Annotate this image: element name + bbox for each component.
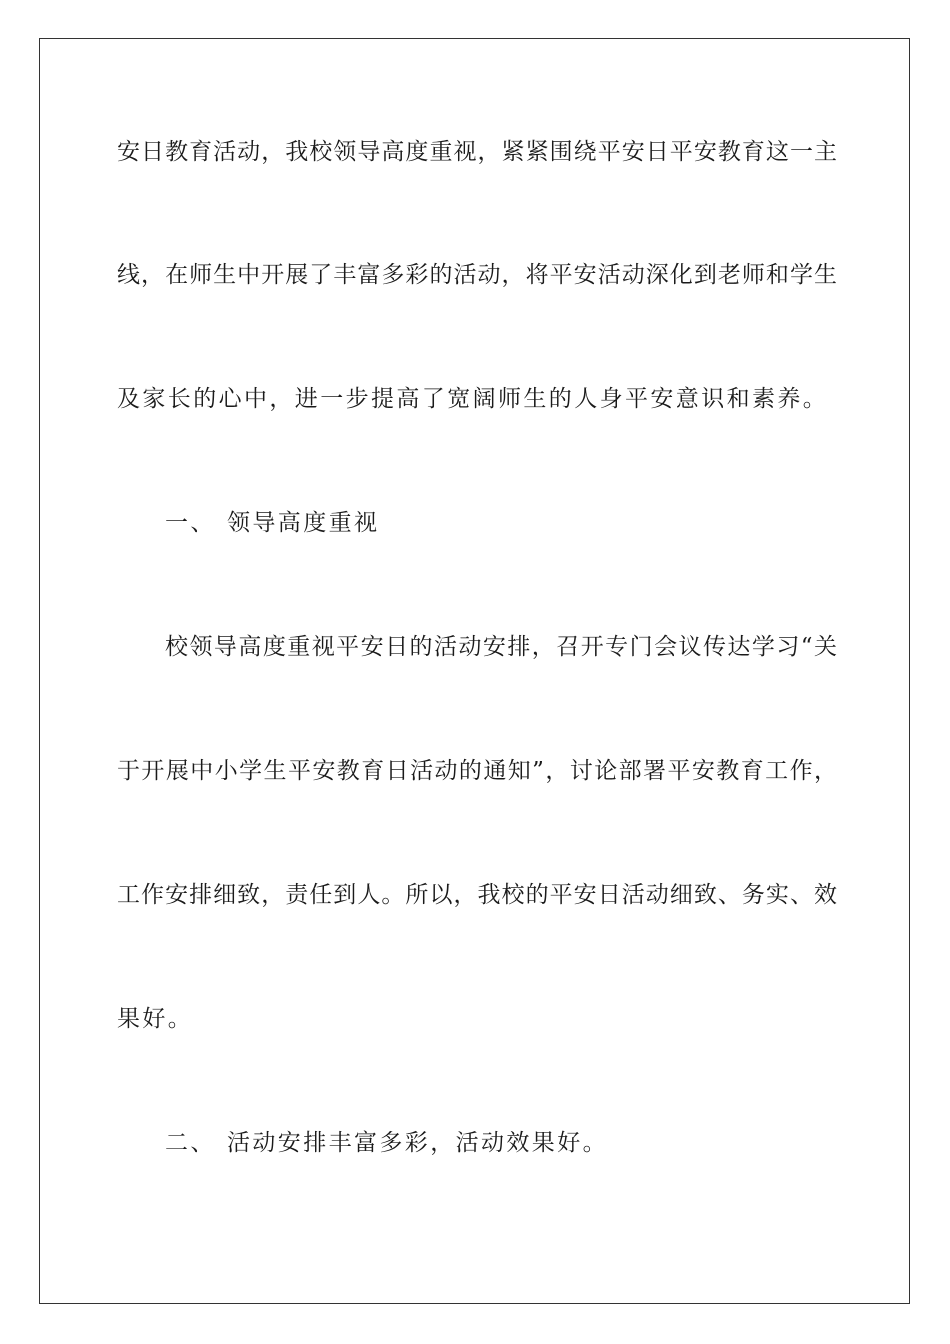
section-heading-1 [165,508,379,538]
paragraph-line: 校领导高度重视平安日的活动安排，召开专门会议传达学习“关 [165,634,837,660]
section-title: 领导高度重视 [227,510,380,536]
paragraph-line: 安日教育活动，我校领导高度重视，紧紧围绕平安日平安教育这一主 [117,139,837,165]
section-number: 一、 [165,510,216,536]
section-title: 活动安排丰富多彩，活动效果好。 [227,1130,608,1156]
paragraph-line: 工作安排细致，责任到人。所以，我校的平安日活动细致、务实、效 [117,882,837,908]
paragraph-line: 及家长的心中，进一步提高了宽阔师生的人身平安意识和素养。 [117,386,829,412]
paragraph-line: 线，在师生中开展了丰富多彩的活动，将平安活动深化到老师和学生 [117,262,837,288]
page-frame [39,38,910,1304]
section-heading-2 [165,1128,608,1158]
paragraph-line: 果好。 [117,1006,194,1032]
section-number: 二、 [165,1130,216,1156]
paragraph-line: 于开展中小学生平安教育日活动的通知”，讨论部署平安教育工作， [117,758,837,784]
